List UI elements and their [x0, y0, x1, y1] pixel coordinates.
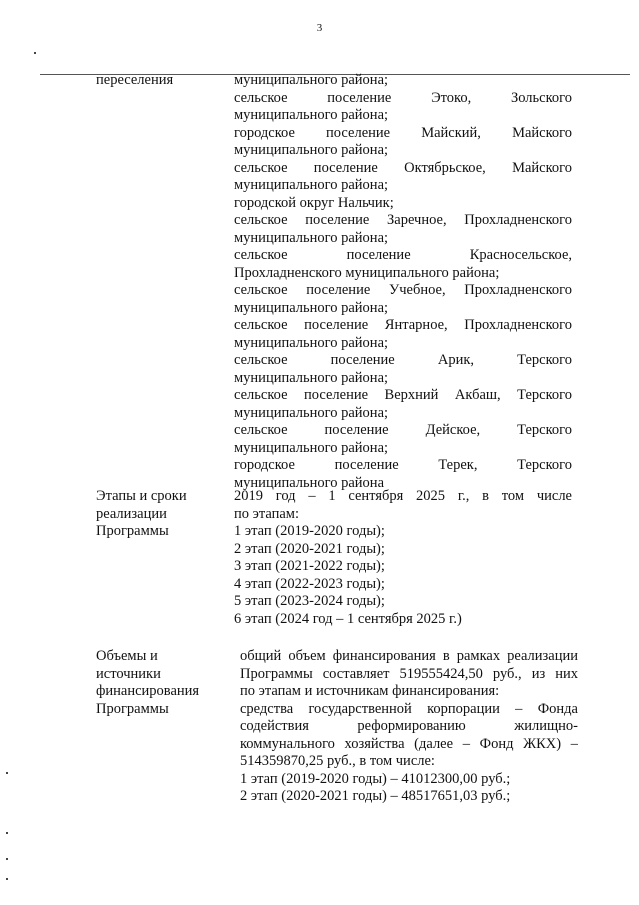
label-line: источники	[96, 665, 161, 682]
scan-artifact	[6, 832, 8, 834]
text-line: содействия реформированию жилищно-	[240, 718, 578, 734]
text-line: общий объем финансирования в рамках реализации	[240, 648, 578, 664]
scan-artifact	[6, 772, 8, 774]
text-line: средства государственной корпорации – Фонда	[240, 700, 578, 717]
row-value-financing	[240, 648, 578, 806]
text-line: сельское поселение Дейское, Терского	[234, 422, 572, 438]
text-line: муниципального района;	[234, 107, 389, 123]
text-line: муниципального района;	[234, 142, 389, 158]
text-line: по этапам:	[234, 505, 300, 522]
text-line: 4 этап (2022-2023 годы);	[234, 575, 385, 592]
text-line: Прохладненского муниципального района;	[234, 264, 500, 281]
text-line: 5 этап (2023-2024 годы);	[234, 593, 385, 609]
text-line: муниципального района;	[234, 229, 389, 246]
label-line: Объемы и	[96, 648, 158, 664]
row-label-financing	[96, 648, 199, 718]
text-line: муниципального района	[234, 474, 384, 491]
text-line: по этапам и источникам финансирования:	[240, 683, 500, 699]
text-line: сельское поселение Заречное, Прохладненского	[234, 212, 572, 228]
label-line: Программы	[96, 700, 169, 717]
label-line: переселения	[96, 72, 174, 88]
text-line: сельское поселение Янтарное, Прохладненского	[234, 317, 572, 333]
text-line: 1 этап (2019-2020 годы) – 41012300,00 руб.;	[240, 770, 511, 787]
text-line: сельское поселение Красносельское,	[234, 247, 572, 263]
text-line: сельское поселение Верхний Акбаш, Терского	[234, 387, 572, 403]
text-line: городской округ Нальчик;	[234, 194, 394, 211]
label-line: финансирования	[96, 683, 200, 699]
text-line: муниципального района;	[234, 334, 389, 351]
text-line: Программы составляет 519555424,50 руб., из них	[240, 665, 578, 682]
row-value-stages	[234, 488, 572, 628]
text-line: муниципального района;	[234, 404, 389, 421]
text-line: 2019 год – 1 сентября 2025 г., в том числе	[234, 488, 572, 504]
row-value-settlements	[234, 72, 572, 492]
scan-artifact	[6, 858, 8, 860]
label-line: Этапы и сроки	[96, 488, 187, 504]
text-line: 1 этап (2019-2020 годы);	[234, 523, 385, 539]
text-line: 3 этап (2021-2022 годы);	[234, 558, 385, 574]
text-line: 514359870,25 руб., в том числе:	[240, 753, 435, 769]
text-line: городское поселение Терек, Терского	[234, 457, 572, 473]
text-line: 2 этап (2020-2021 годы) – 48517651,03 руб.;	[240, 788, 511, 804]
text-line: муниципального района;	[234, 177, 389, 193]
text-line: сельское поселение Арик, Терского	[234, 352, 572, 368]
text-line: сельское поселение Учебное, Прохладненского	[234, 282, 572, 298]
page-number: 3	[316, 22, 323, 34]
text-line: 6 этап (2024 год – 1 сентября 2025 г.)	[234, 610, 462, 627]
text-line: муниципального района;	[234, 369, 389, 386]
text-line: коммунального хозяйства (далее – Фонд ЖКХ) –	[240, 735, 578, 752]
row-label-stages	[96, 488, 187, 541]
scan-artifact	[34, 52, 36, 54]
label-line: Программы	[96, 523, 169, 539]
text-line: городское поселение Майский, Майского	[234, 124, 572, 141]
text-line: муниципального района;	[234, 72, 389, 88]
row-label-resettlement	[96, 72, 173, 90]
text-line: сельское поселение Этоко, Зольского	[234, 89, 572, 106]
text-line: 2 этап (2020-2021 годы);	[234, 540, 385, 557]
label-line: реализации	[96, 505, 167, 522]
text-line: сельское поселение Октябрьское, Майского	[234, 159, 572, 176]
text-line: муниципального района;	[234, 439, 389, 456]
text-line: муниципального района;	[234, 299, 389, 316]
scan-artifact	[6, 878, 8, 880]
